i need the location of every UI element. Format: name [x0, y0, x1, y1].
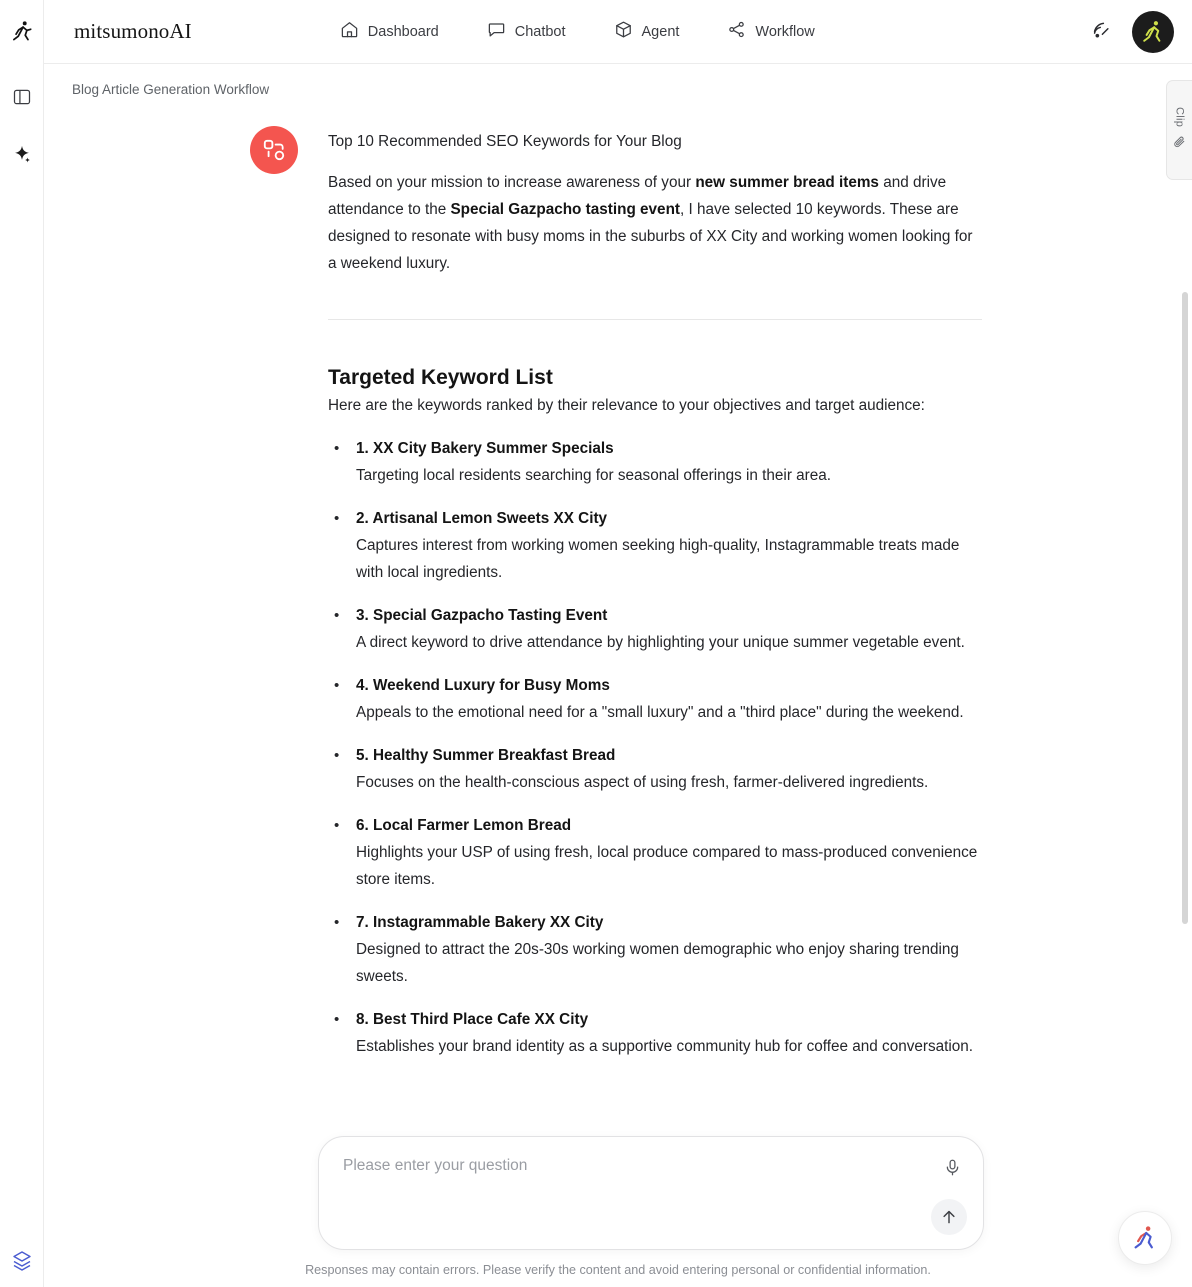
chat-bubble-icon [487, 20, 506, 43]
keyword-desc: Appeals to the emotional need for a "small luxury" and a "third place" during the weekend. [356, 704, 964, 721]
primary-nav [338, 15, 817, 48]
composer[interactable] [318, 1136, 984, 1250]
microphone-icon[interactable] [939, 1154, 965, 1180]
list-item [356, 602, 982, 656]
message-content [328, 112, 982, 1060]
intro-bold-1: new summer bread items [695, 174, 879, 191]
keyword-desc: Establishes your brand identity as a supportive community hub for coffee and conversation. [356, 1038, 974, 1055]
list-item [356, 742, 982, 796]
box-icon [614, 20, 633, 43]
content-divider [328, 319, 982, 320]
keyword-title: • 8. Best Third Place Cafe XX City [356, 1011, 589, 1028]
brand-title: mitsumonoAI [74, 19, 192, 43]
nav-item-chatbot[interactable] [485, 15, 568, 48]
list-item [356, 812, 982, 893]
message-intro [328, 169, 982, 277]
list-item [356, 672, 982, 726]
keyword-title: • 6. Local Farmer Lemon Bread [356, 817, 572, 834]
section-title: Targeted Keyword List [328, 366, 553, 389]
paperclip-icon [1173, 135, 1186, 153]
list-item [356, 1006, 982, 1060]
keyword-desc: Focuses on the health-conscious aspect of using fresh, farmer-delivered ingredients. [356, 774, 929, 791]
home-icon [340, 20, 359, 43]
keyword-desc: Captures interest from working women seeking high-quality, Instagrammable treats made with local ingredients. [356, 537, 960, 581]
main-area [44, 64, 1192, 1287]
nav-label-agent: Agent [641, 23, 680, 40]
nav-label-chatbot: Chatbot [514, 23, 566, 40]
share-nodes-icon [727, 20, 746, 43]
sparkle-icon[interactable] [7, 139, 37, 169]
keyword-desc: Designed to attract the 20s-30s working women demographic who enjoy sharing trending sweets. [356, 941, 959, 985]
nav-item-dashboard[interactable] [338, 15, 441, 48]
avatar[interactable] [1132, 11, 1174, 53]
assistant-message [44, 112, 1192, 1060]
left-rail [0, 0, 44, 1287]
broadcast-icon[interactable] [1086, 17, 1116, 47]
cube-stack-icon[interactable] [8, 1247, 36, 1275]
top-bar [44, 0, 1192, 64]
keyword-desc: A direct keyword to drive attendance by highlighting your unique summer vegetable event. [356, 634, 965, 651]
keyword-title: • 2. Artisanal Lemon Sweets XX City [356, 510, 608, 527]
intro-bold-2: Special Gazpacho tasting event [450, 201, 681, 218]
list-item [356, 909, 982, 990]
keyword-title: • 1. XX City Bakery Summer Specials [356, 440, 614, 457]
send-button[interactable] [931, 1199, 967, 1235]
keyword-title: • 5. Healthy Summer Breakfast Bread [356, 747, 616, 764]
message-title: Top 10 Recommended SEO Keywords for Your Blog [328, 133, 682, 150]
clip-panel-tab[interactable] [1166, 80, 1192, 180]
breadcrumb[interactable]: Blog Article Generation Workflow [72, 82, 270, 97]
section-lead: Here are the keywords ranked by their relevance to your objectives and target audience: [328, 397, 925, 414]
nav-label-dashboard: Dashboard [367, 23, 439, 40]
top-bar-right [1086, 0, 1174, 64]
bot-blocks-icon [250, 126, 298, 174]
keyword-title: • 7. Instagrammable Bakery XX City [356, 914, 604, 931]
toggle-sidebar-icon[interactable] [7, 82, 37, 112]
nav-label-workflow: Workflow [755, 23, 815, 40]
keyword-list [328, 435, 982, 1060]
nav-item-agent[interactable] [612, 15, 682, 48]
list-item [356, 435, 982, 489]
app-logo-icon[interactable] [8, 16, 36, 48]
keyword-title: • 3. Special Gazpacho Tasting Event [356, 607, 608, 624]
intro-text-1: Based on your mission to increase awareness of your [328, 174, 696, 191]
conversation-scroll[interactable] [44, 112, 1192, 1202]
keyword-desc: Highlights your USP of using fresh, local produce compared to mass-produced convenience store items. [356, 844, 978, 888]
composer-area [44, 1127, 1192, 1287]
disclaimer-text: Responses may contain errors. Please verify the content and avoid entering personal or confidential information. [305, 1263, 931, 1277]
chat-input[interactable] [341, 1156, 901, 1176]
intro-text-2: and drive attendance to the [328, 174, 947, 218]
keyword-desc: Targeting local residents searching for seasonal offerings in their area. [356, 467, 832, 484]
intro-text-3: , I have selected 10 keywords. These are designed to resonate with busy moms in the suburbs of XX City and working women looking for a weekend luxury. [328, 201, 973, 272]
clip-panel-label: Clip [1173, 106, 1186, 128]
list-item [356, 505, 982, 586]
assistant-fab[interactable] [1118, 1211, 1172, 1265]
keyword-title: • 4. Weekend Luxury for Busy Moms [356, 677, 610, 694]
scrollbar-thumb[interactable] [1182, 292, 1188, 924]
nav-item-workflow[interactable] [725, 15, 816, 48]
